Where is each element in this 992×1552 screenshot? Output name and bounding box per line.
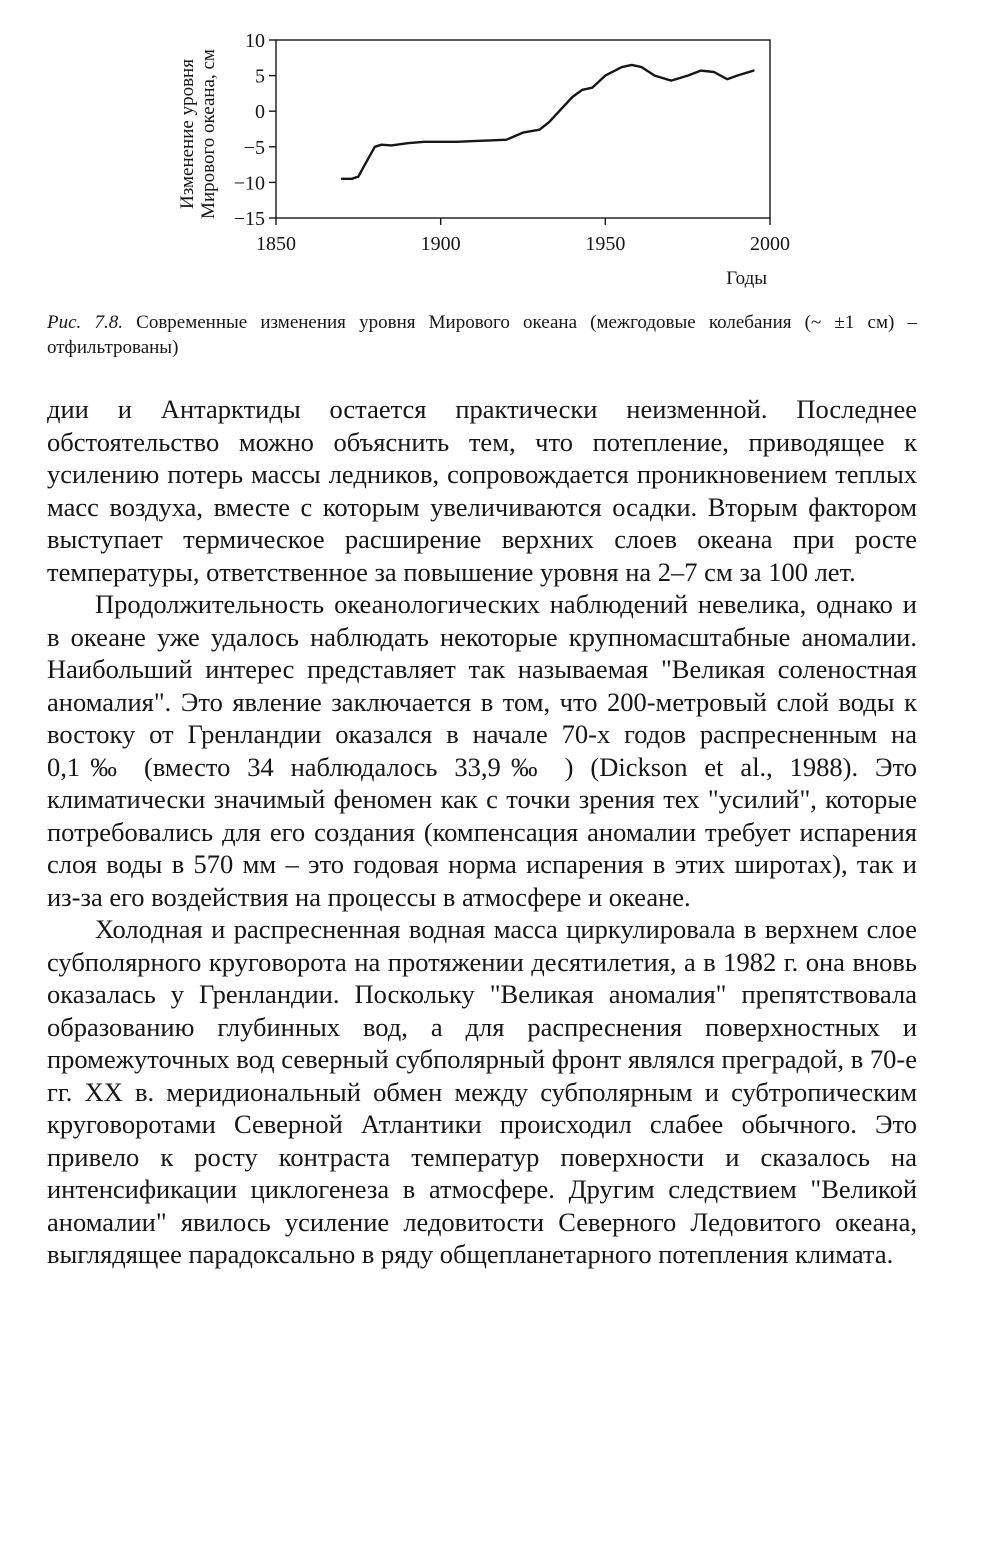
figure-caption (47, 310, 917, 360)
paragraph: Холодная и распресненная водная масса циркулировала в верхнем слое субполярного круговорота на протяжении десятилетия, а в 1982 г. она вновь оказалась у Гренландии. Поскольку "Великая аномалия" препятствовала образованию глубинных вод, а для распреснения поверхностных и промежуточных вод северный субполярный фронт являлся преградой, в 70-е гг. XX в. меридиональный обмен между субполярным и субтропическим круговоротами Северной Атлантики происходил слабее обычного. Это привело к росту контраста температур поверхности и сказалось на интенсификации циклогенеза в атмосфере. Другим следствием "Великой аномалии" явилось усиление ледовитости Северного Ледовитого океана, выглядящее парадоксально в ряду общепланетарного потепления климата. (47, 914, 917, 1269)
y-tick-label: 0 (255, 101, 265, 124)
figure-caption-text: Современные изменения уровня Мирового океана (межгодовые колебания (~ ±1 см) – отфильтрованы) (47, 312, 917, 358)
body-text (47, 393, 917, 1271)
x-axis-label: Годы (726, 268, 767, 289)
paragraph: Продолжительность океанологических наблюдений невелика, однако и в океане уже удалось наблюдать некоторые крупномасштабные аномалии. Наибольший интерес представляет так называемая "Великая соленостная аномалия". Это явление заключается в том, что 200-метровый слой воды к востоку от Гренландии оказался в начале 70-х годов распресненным на 0,1‰ (вместо 34 наблюдалось 33,9‰ ) (Dickson et al., 1988). Это климатически значимый феномен как с точки зрения тех "усилий", которые потребовались для его создания (компенсация аномалии требует испарения слоя воды в 570 мм – это годовая норма испарения в этих широтах), так и из-за его воздействия на процессы в атмосфере и океане. (47, 589, 917, 912)
plot-frame (276, 40, 770, 218)
paragraph: дии и Антарктиды остается практически неизменной. Последнее обстоятельство можно объяснить тем, что потепление, приводящее к усилению потерь массы ледников, сопровождается проникновением теплых масс воздуха, вместе с которым увеличиваются осадки. Вторым фактором выступает термическое расширение верхних слоев океана при росте температуры, ответственное за повышение уровня на 2–7 см за 100 лет. (47, 394, 917, 587)
x-tick-label: 2000 (750, 233, 790, 255)
x-tick-label: 1850 (256, 233, 296, 255)
figure-caption-label: Рис. 7.8. (47, 312, 123, 333)
sea-level-chart (0, 0, 992, 300)
x-tick-label: 1900 (420, 233, 461, 255)
y-axis-label: Изменение уровняМирового океана, см (177, 49, 219, 219)
y-tick-label: −15 (233, 208, 265, 230)
figure (0, 0, 992, 300)
y-tick-label: −10 (233, 172, 265, 195)
x-tick-label: 1950 (585, 233, 626, 255)
series-line (342, 65, 754, 179)
y-tick-label: 10 (245, 30, 265, 52)
y-tick-label: −5 (243, 136, 265, 159)
y-tick-label: 5 (255, 65, 265, 88)
